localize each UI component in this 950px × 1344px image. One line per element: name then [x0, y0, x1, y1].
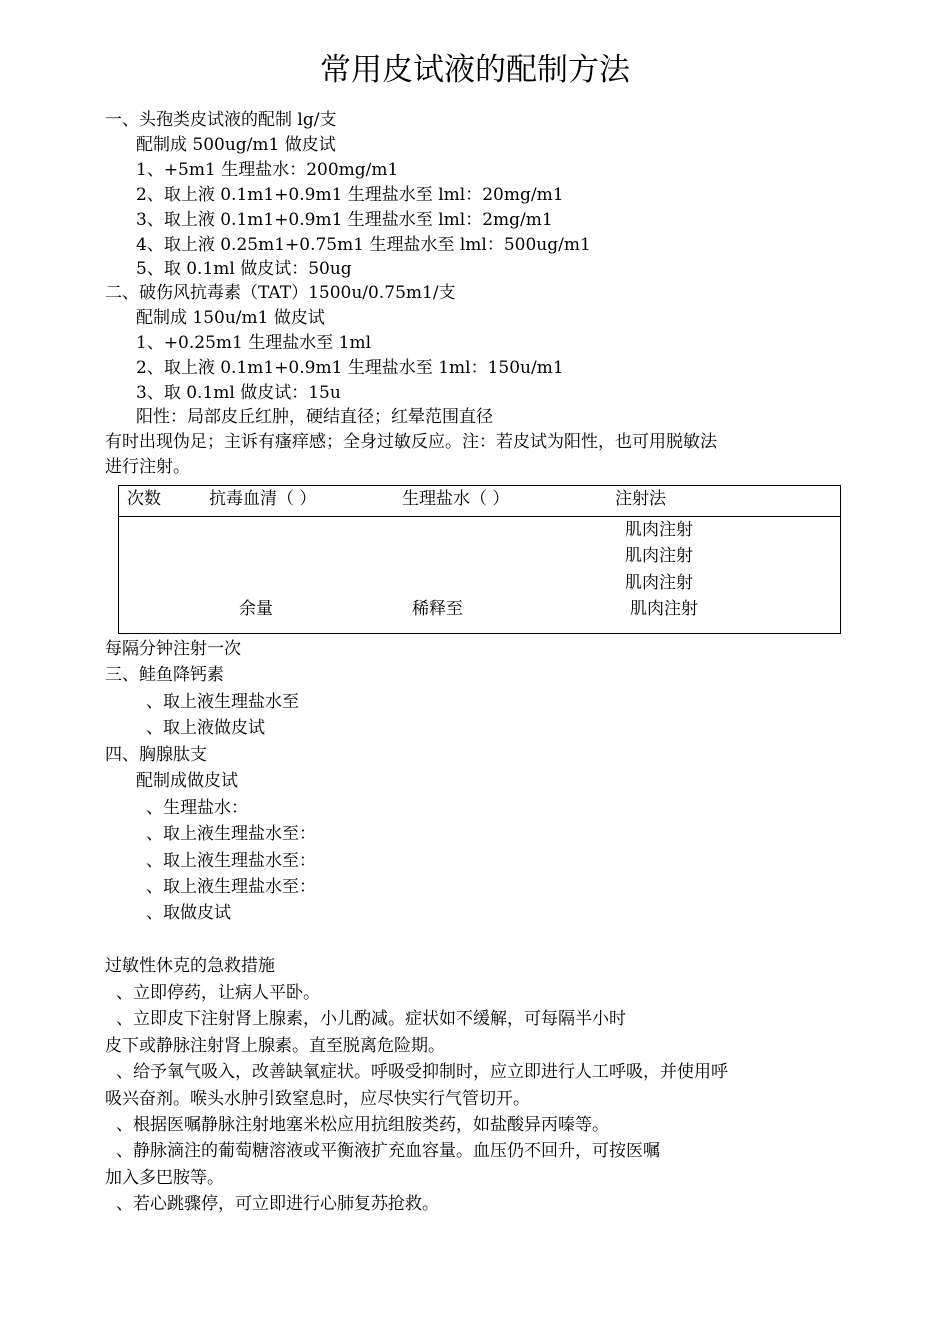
section4-line: 、取上液生理盐水至：	[146, 851, 316, 871]
section2-note: 有时出现伪足；主诉有瘙痒感；全身过敏反应。注：若皮试为阳性，也可用脱敏法	[105, 432, 717, 452]
table-cell-injection: 肌肉注射	[625, 573, 693, 593]
table-header-divider	[119, 516, 840, 517]
section2-line: 1、+0.25m1 生理盐水至 1ml	[136, 333, 372, 353]
shock-heading: 过敏性休克的急救措施	[105, 956, 275, 976]
section1-line: 配制成 500ug/m1 做皮试	[136, 135, 336, 155]
table-header-count: 次数	[127, 489, 161, 509]
section1-line: 5、取 0.1ml 做皮试：50ug	[136, 259, 352, 279]
page-title: 常用皮试液的配制方法	[320, 52, 630, 88]
section4-sub: 配制成做皮试	[136, 771, 238, 791]
table-header-injection: 注射法	[615, 489, 666, 509]
table-cell-serum: 余量	[239, 599, 273, 619]
section4-line: 、取上液生理盐水至：	[146, 824, 316, 844]
section2-line: 配制成 150u/m1 做皮试	[136, 308, 325, 328]
shock-line: 、给予氧气吸入，改善缺氧症状。呼吸受抑制时，应立即进行人工呼吸，并使用呼	[116, 1062, 728, 1082]
section2-line: 阳性：局部皮丘红肿，硬结直径；红晕范围直径	[136, 407, 493, 427]
section4-line: 、取上液生理盐水至：	[146, 877, 316, 897]
table-cell-injection: 肌肉注射	[625, 520, 693, 540]
section4-line: 、生理盐水：	[146, 798, 248, 818]
shock-line: 、立即皮下注射肾上腺素，小儿酌减。症状如不缓解，可每隔半小时	[116, 1009, 626, 1029]
section1-heading: 一、头孢类皮试液的配制 lg/支	[105, 110, 337, 130]
desensitization-table	[118, 485, 841, 634]
shock-line: 、静脉滴注的葡萄糖溶液或平衡液扩充血容量。血压仍不回升，可按医嘱	[116, 1141, 660, 1161]
table-cell-saline: 稀释至	[412, 599, 463, 619]
section3-line: 、取上液生理盐水至	[146, 692, 299, 712]
shock-line: 吸兴奋剂。喉头水肿引致窒息时，应尽快实行气管切开。	[105, 1089, 530, 1109]
section1-line: 4、取上液 0.25m1+0.75m1 生理盐水至 lml：500ug/m1	[136, 235, 591, 255]
shock-line: 皮下或静脉注射肾上腺素。直至脱离危险期。	[105, 1036, 445, 1056]
table-cell-injection: 肌肉注射	[630, 599, 698, 619]
section2-line: 3、取 0.1ml 做皮试：15u	[136, 383, 341, 403]
section1-line: 3、取上液 0.1m1+0.9m1 生理盐水至 lml：2mg/m1	[136, 210, 553, 230]
shock-line: 加入多巴胺等。	[105, 1168, 224, 1188]
section4-heading: 四、胸腺肽支	[105, 745, 207, 765]
section2-line: 2、取上液 0.1m1+0.9m1 生理盐水至 1ml：150u/m1	[136, 358, 564, 378]
section2-note: 进行注射。	[105, 457, 190, 477]
table-header-serum: 抗毒血清（ ）	[209, 489, 317, 509]
section3-line: 、取上液做皮试	[146, 718, 265, 738]
shock-line: 、若心跳骤停，可立即进行心肺复苏抢救。	[116, 1194, 439, 1214]
section2-heading: 二、破伤风抗毒素（TAT）1500u/0.75m1/支	[105, 283, 456, 303]
section4-line: 、取做皮试	[146, 903, 231, 923]
table-header-saline: 生理盐水（ ）	[402, 489, 510, 509]
interval-note: 每隔分钟注射一次	[105, 639, 241, 659]
section3-heading: 三、鲑鱼降钙素	[105, 665, 224, 685]
shock-line: 、立即停药，让病人平卧。	[116, 983, 320, 1003]
section1-line: 2、取上液 0.1m1+0.9m1 生理盐水至 lml：20mg/m1	[136, 185, 564, 205]
table-cell-injection: 肌肉注射	[625, 546, 693, 566]
shock-line: 、根据医嘱静脉注射地塞米松应用抗组胺类药，如盐酸异丙嗪等。	[116, 1115, 609, 1135]
section1-line: 1、+5m1 生理盐水：200mg/m1	[136, 160, 399, 180]
